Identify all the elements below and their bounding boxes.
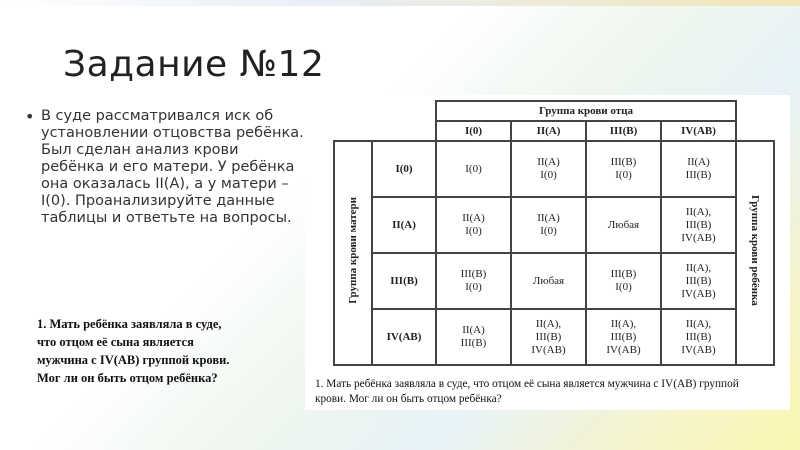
row-header: IV(AB)	[372, 309, 436, 365]
col-header: IV(AB)	[661, 121, 736, 141]
col-header: II(A)	[511, 121, 586, 141]
blood-type-table-image	[305, 95, 790, 410]
question-line: что отцом её сына является	[37, 335, 194, 349]
child-header: Группа крови ребёнка	[749, 195, 761, 306]
slide-title: Задание №12	[63, 44, 325, 85]
table-question-line: 1. Мать ребёнка заявляла в суде, что отцом её сына является мужчина с IV(АВ) группой	[315, 378, 739, 390]
row-header: III(B)	[372, 253, 436, 309]
table-question-line: крови. Мог ли он быть отцом ребёнка?	[315, 393, 502, 405]
bullet-text: В суде рассматривался иск об установлении отцовства ребёнка. Был сделан анализ крови ребёнка и его матери. У ребёнка она оказалась II(А), а у матери – I(0). Проанализируйте данные таблицы и ответьте на вопросы.	[41, 108, 304, 226]
table-cell: II(A), III(B) IV(AB)	[511, 309, 586, 365]
table-cell: II(A) I(0)	[436, 197, 511, 253]
mother-header-cell	[334, 141, 372, 365]
table-cell: Любая	[586, 197, 661, 253]
table-cell: II(A), III(B) IV(AB)	[586, 309, 661, 365]
table-cell: II(A) I(0)	[511, 141, 586, 197]
table-cell: III(B) I(0)	[586, 253, 661, 309]
question-line: мужчина с IV(АВ) группой крови.	[37, 353, 230, 367]
table-cell: II(A), III(B) IV(AB)	[661, 197, 736, 253]
table-cell: III(B) I(0)	[586, 141, 661, 197]
table-cell: II(A), III(B) IV(AB)	[661, 309, 736, 365]
bullet-item	[25, 108, 305, 227]
row-header: II(A)	[372, 197, 436, 253]
top-accent-bar	[0, 0, 800, 6]
corner-blank	[334, 101, 436, 141]
corner-blank-right	[736, 101, 774, 141]
table-cell: III(B) I(0)	[436, 253, 511, 309]
father-header: Группа крови отца	[436, 101, 736, 121]
table-cell: II(A) I(0)	[511, 197, 586, 253]
table-cell: II(A) III(B)	[661, 141, 736, 197]
question-line: Мог ли он быть отцом ребёнка?	[37, 371, 218, 385]
table-cell: II(A) III(B)	[436, 309, 511, 365]
blood-type-table	[333, 100, 775, 366]
child-header-cell	[736, 141, 774, 365]
row-header: I(0)	[372, 141, 436, 197]
col-header: I(0)	[436, 121, 511, 141]
table-cell: Любая	[511, 253, 586, 309]
table-cell: II(A), III(B) IV(AB)	[661, 253, 736, 309]
question-line: 1. Мать ребёнка заявляла в суде,	[37, 317, 222, 331]
mother-header: Группа крови матери	[347, 197, 359, 304]
col-header: III(B)	[586, 121, 661, 141]
question-text	[37, 315, 297, 387]
table-cell: I(0)	[436, 141, 511, 197]
table-question	[315, 377, 785, 407]
bullet-icon: •	[25, 107, 35, 126]
